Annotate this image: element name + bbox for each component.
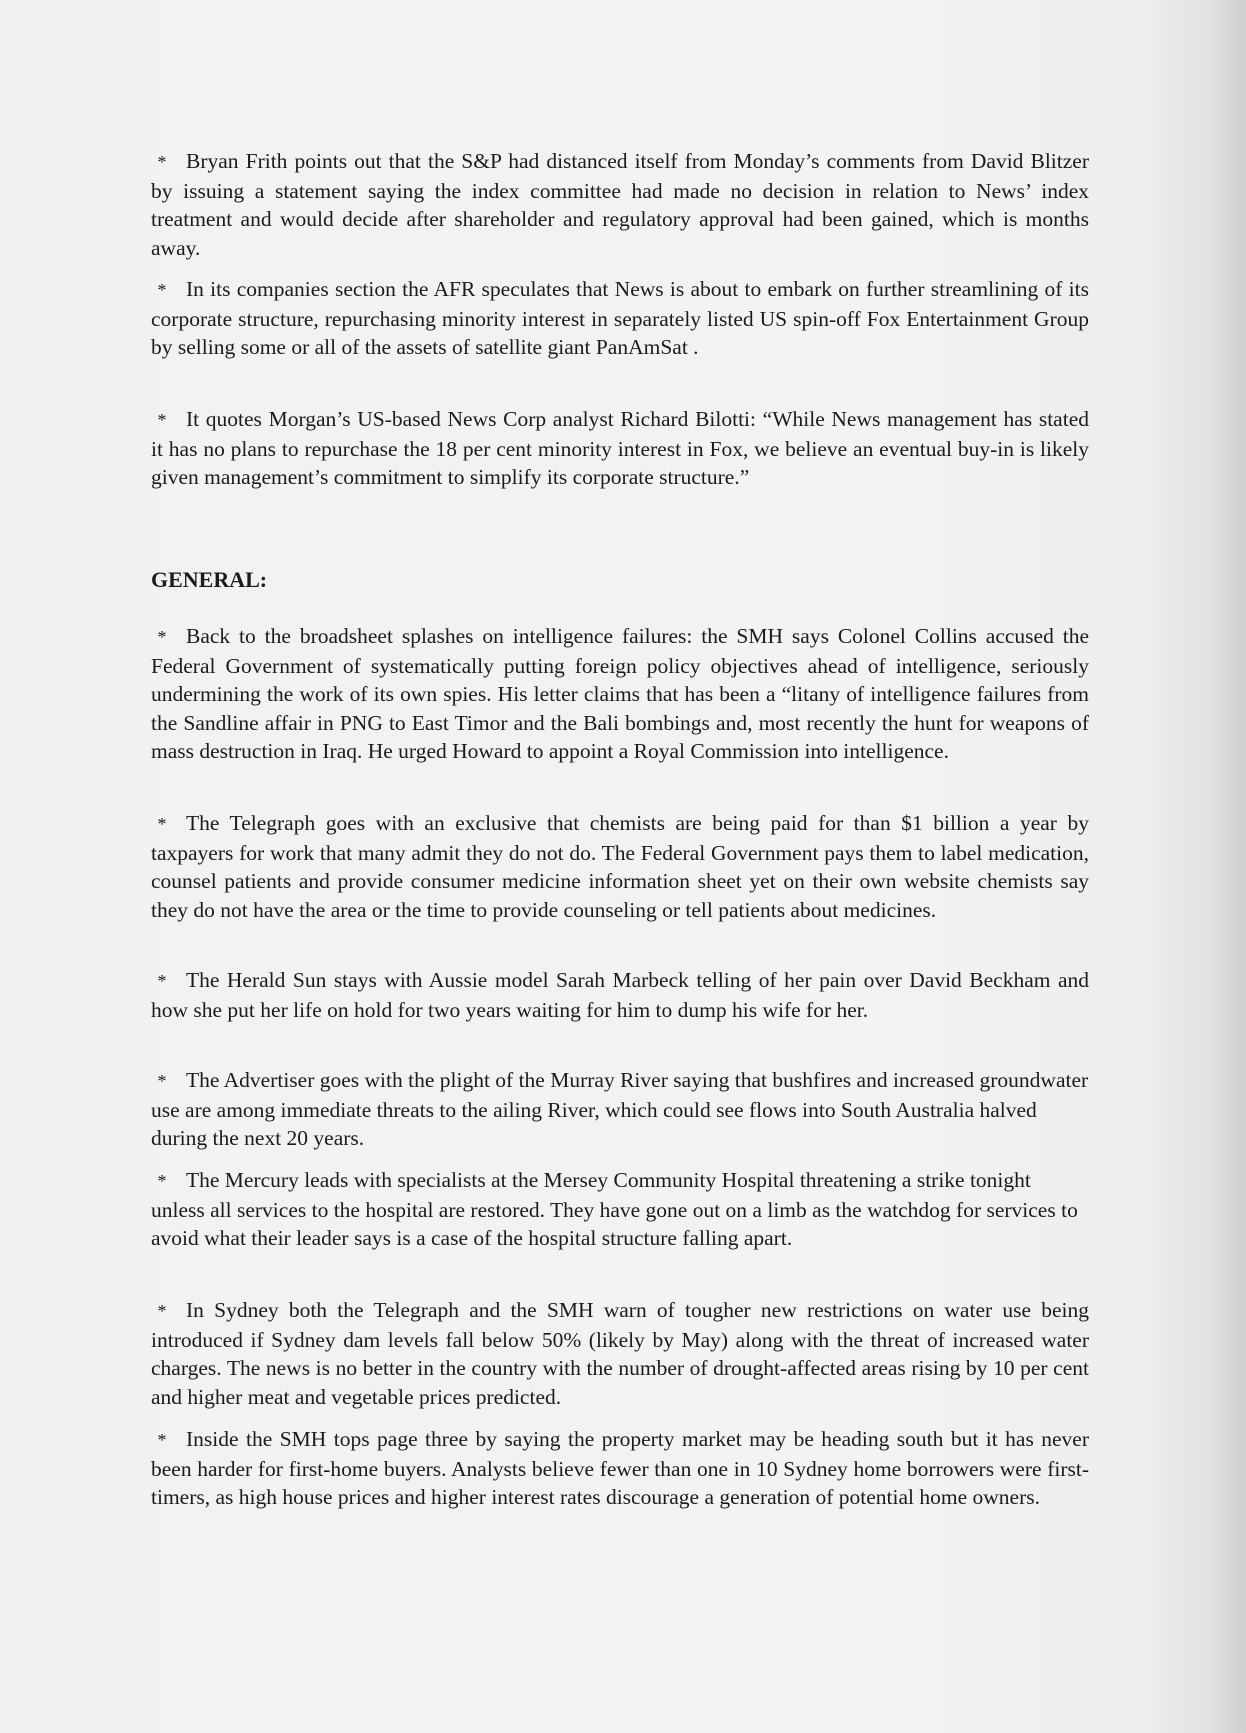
bullet-icon: * [157, 1171, 167, 1191]
paragraph-text: In its companies section the AFR speculates that News is about to embark on further streamlining of its corporate structure, repurchasing minority interest in separately listed US spin-off Fox Entertainment Group by selling some or all of the assets of satellite giant PanAmSat . [151, 277, 1089, 359]
bullet-icon: * [157, 1430, 167, 1450]
bullet-icon: * [157, 152, 167, 172]
paragraph-text: Inside the SMH tops page three by saying the property market may be heading south but it has never been harder for first-home buyers. Analysts believe fewer than one in 10 Sydney home borrowers were first-timers, as high house prices and higher interest rates discourage a generation of potential home owners. [151, 1427, 1089, 1509]
paragraph-mercury-hospital [151, 1166, 1089, 1253]
bullet-icon: * [157, 1071, 167, 1091]
paragraph-text: It quotes Morgan’s US-based News Corp analyst Richard Bilotti: “While News management has stated it has no plans to repurchase the 18 per cent minority interest in Fox, we believe an eventual buy-in is likely given management’s commitment to simplify its corporate structure.” [151, 407, 1089, 489]
paragraph-text: Bryan Frith points out that the S&P had distanced itself from Monday’s comments from David Blitzer by issuing a statement saying the index committee had made no decision in relation to News’ index treatment and would decide after shareholder and regulatory approval had been gained, which is months away. [151, 149, 1089, 260]
bullet-icon: * [157, 627, 167, 647]
paragraph-herald-sun [151, 966, 1089, 1024]
paragraph-text: In Sydney both the Telegraph and the SMH warn of tougher new restrictions on water use being introduced if Sydney dam levels fall below 50% (likely by May) along with the threat of increased water charges. The news is no better in the country with the number of drought-affected areas rising by 10 per cent and higher meat and vegetable prices predicted. [151, 1298, 1089, 1409]
paragraph-property-market [151, 1425, 1089, 1512]
paragraph-text: The Telegraph goes with an exclusive that chemists are being paid for than $1 billion a year by taxpayers for work that many admit they do not do. The Federal Government pays them to label medication, counsel patients and provide consumer medicine information sheet yet on their own website chemists say they do not have the area or the time to provide counseling or tell patients about medicines. [151, 811, 1089, 922]
section-heading: GENERAL: [151, 567, 268, 592]
bullet-icon: * [157, 971, 167, 991]
paragraph-sydney-water [151, 1296, 1089, 1411]
paragraph-advertiser-murray [151, 1066, 1089, 1153]
paragraph-sp-index [151, 147, 1089, 262]
bullet-icon: * [157, 410, 167, 430]
paragraph-telegraph-chemists [151, 809, 1089, 924]
paragraph-morgan-bilotti [151, 405, 1089, 492]
bullet-icon: * [157, 1301, 167, 1321]
bullet-icon: * [157, 814, 167, 834]
bullet-icon: * [157, 280, 167, 300]
paragraph-text: Back to the broadsheet splashes on intelligence failures: the SMH says Colonel Collins accused the Federal Government of systematically putting foreign policy objectives ahead of intelligence, seriously undermining the work of its own spies. His letter claims that has been a “litany of intelligence failures from the Sandline affair in PNG to East Timor and the Bali bombings and, most recently the hunt for weapons of mass destruction in Iraq. He urged Howard to appoint a Royal Commission into intelligence. [151, 624, 1089, 763]
paragraph-text: The Mercury leads with specialists at the Mersey Community Hospital threatening a strike tonight unless all services to the hospital are restored. They have gone out on a limb as the watchdog for services to avoid what their leader says is a case of the hospital structure falling apart. [151, 1168, 1078, 1250]
paragraph-afr-streamlining [151, 275, 1089, 362]
paragraph-intelligence-failures [151, 622, 1089, 766]
paragraph-text: The Herald Sun stays with Aussie model Sarah Marbeck telling of her pain over David Beckham and how she put her life on hold for two years waiting for him to dump his wife for her. [151, 968, 1089, 1022]
paragraph-text: The Advertiser goes with the plight of the Murray River saying that bushfires and increased groundwater use are among immediate threats to the ailing River, which could see flows into South Australia halved during the next 20 years. [151, 1068, 1089, 1150]
